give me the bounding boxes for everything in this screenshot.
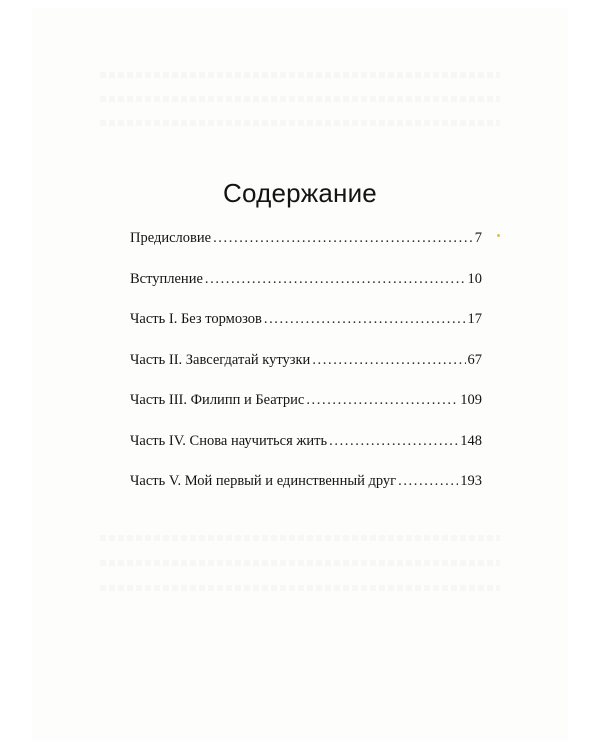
toc-entry[interactable] [130,311,482,352]
toc-entry-label: Предисловие [130,230,212,246]
toc-entry-label: Часть V. Мой первый и единственный друг [130,473,397,489]
toc-entry-label: Часть I. Без тормозов [130,311,262,327]
toc-entry[interactable] [130,352,482,393]
toc-entry-page: 10 [467,270,482,287]
dot-leader [398,473,458,490]
dot-leader [312,352,465,369]
table-of-contents [130,230,482,514]
toc-entry-page: 7 [474,230,482,246]
toc-entry[interactable] [130,392,482,433]
bleed-through-line [100,120,500,126]
toc-entry[interactable] [130,433,482,474]
toc-entry[interactable] [130,230,482,271]
bleed-through-line [100,96,500,102]
toc-entry[interactable] [130,271,482,312]
toc-entry[interactable] [130,473,482,514]
dot-leader [264,311,466,328]
dot-leader [306,392,458,409]
bleed-through-line [100,585,500,591]
toc-entry-label: Часть II. Завсегдатай кутузки [130,351,311,368]
toc-entry-label: Вступление [130,270,203,287]
toc-entry-page: 17 [467,311,482,327]
toc-entry-page: 193 [460,473,482,489]
toc-entry-label: Часть IV. Снова научиться жить [130,432,328,449]
toc-entry-page: 67 [467,351,482,368]
paper-speck [497,234,500,237]
toc-entry-page: 148 [460,432,482,449]
bleed-through-line [100,535,500,541]
dot-leader [213,230,473,247]
toc-entry-page: 109 [460,392,482,408]
dot-leader [205,271,466,288]
dot-leader [329,433,458,450]
bleed-through-line [100,72,500,78]
bleed-through-line [100,560,500,566]
toc-entry-label: Часть III. Филипп и Беатрис [130,392,305,408]
page-title: Содержание [223,178,377,208]
